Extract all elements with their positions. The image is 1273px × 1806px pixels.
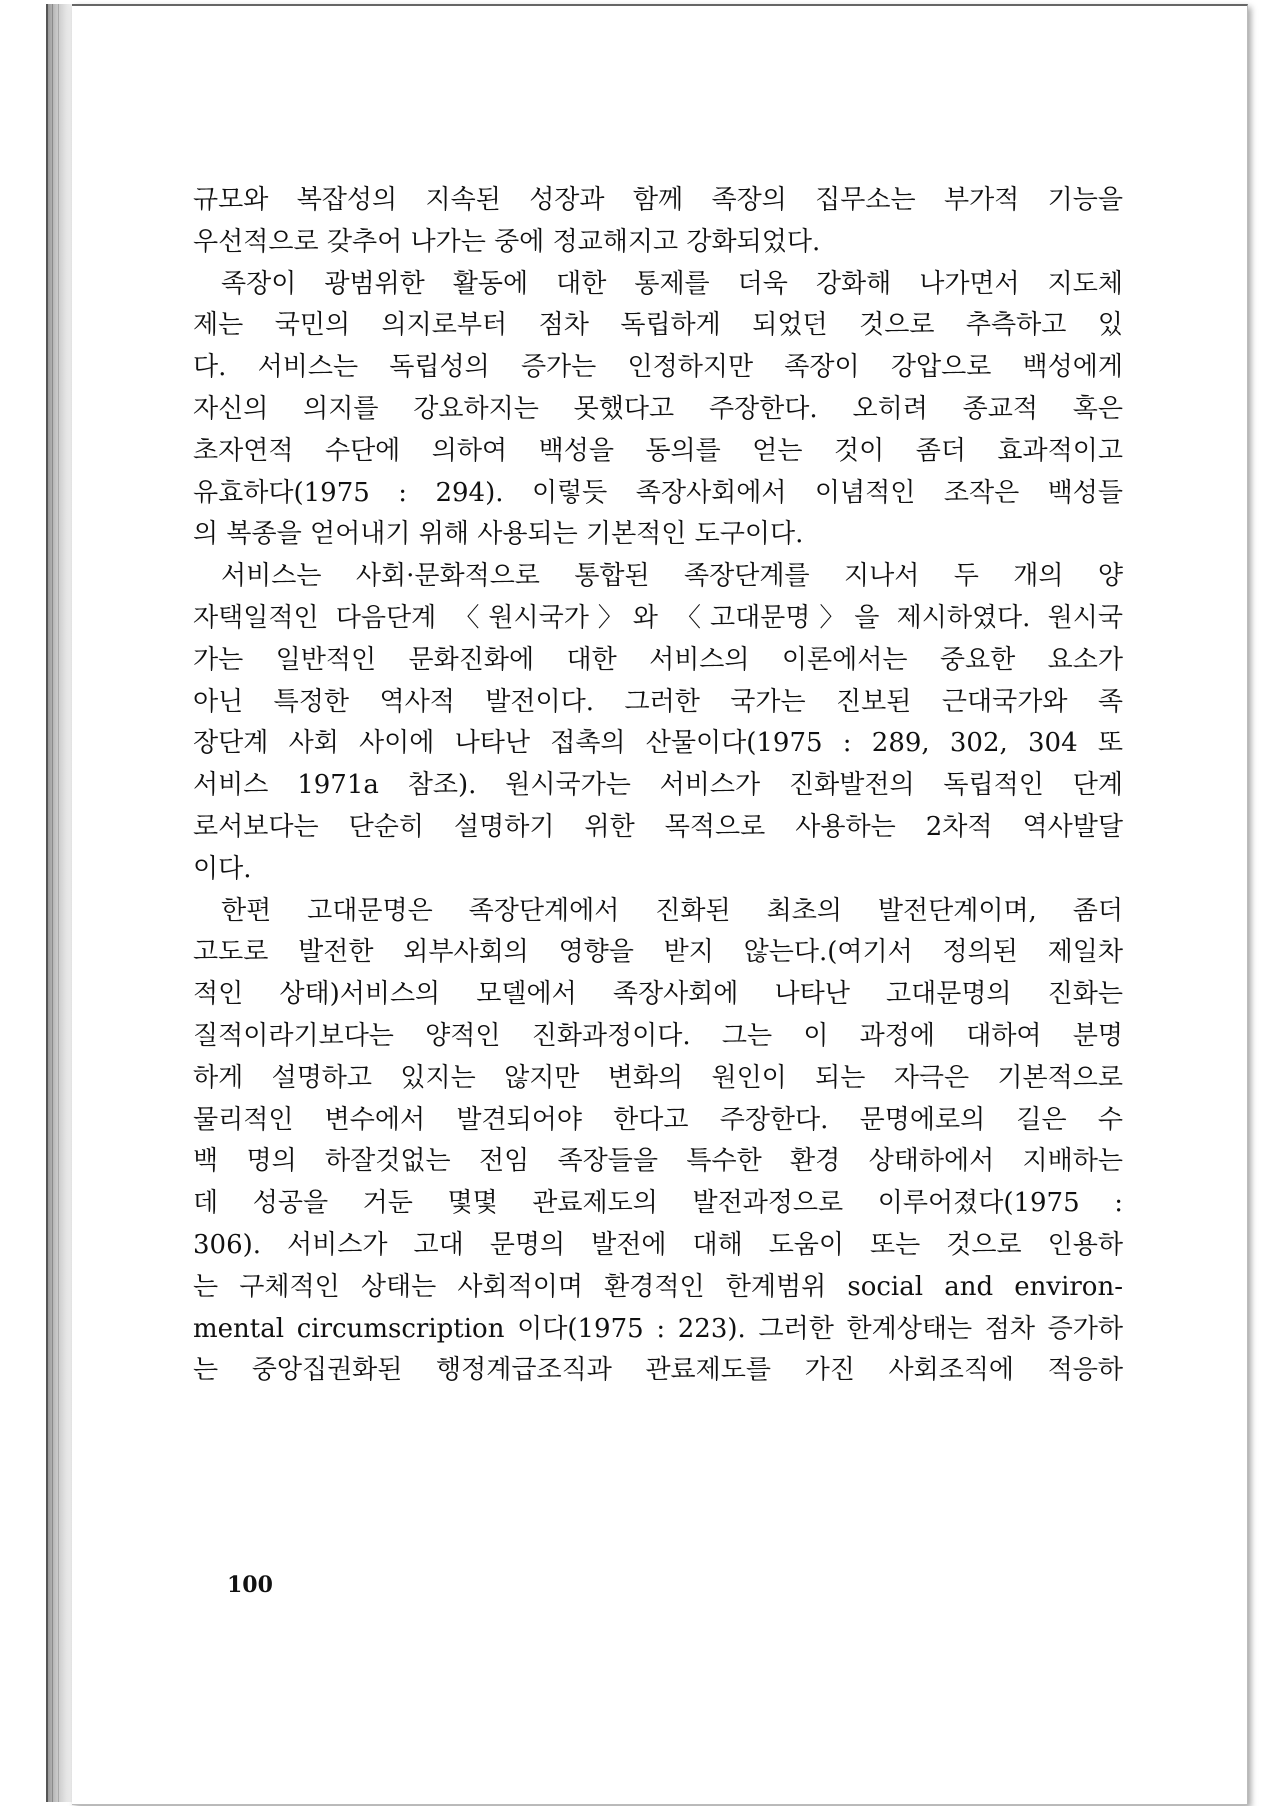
text-line: 자택일적인 다음단계 〈원시국가〉와 〈고대문명〉을 제시하였다. 원시국 — [193, 602, 1123, 633]
text-line: 질적이라기보다는 양적인 진화과정이다. 그는 이 과정에 대하여 분명 — [193, 1020, 1123, 1051]
text-line: 장단계 사회 사이에 나타난 접촉의 산물이다(1975 : 289, 302, 304 또 — [193, 728, 1123, 759]
text-line: 고도로 발전한 외부사회의 영향을 받지 않는다.(여기서 정의된 제일차 — [193, 937, 1123, 968]
text-line: 의 복종을 얻어내기 위해 사용되는 기본적인 도구이다. — [193, 519, 804, 550]
text-line: 306). 서비스가 고대 문명의 발전에 대해 도움이 또는 것으로 인용하 — [193, 1229, 1123, 1260]
text-line: 데 성공을 거둔 몇몇 관료제도의 발전과정으로 이루어졌다(1975 : — [193, 1188, 1123, 1219]
body-text — [193, 180, 1123, 1392]
page-stack-edge — [46, 4, 74, 1802]
page-number: 100 — [227, 1572, 273, 1598]
text-line: 유효하다(1975 : 294). 이렇듯 족장사회에서 이념적인 조작은 백성들 — [193, 477, 1123, 508]
text-line: 백 명의 하잘것없는 전임 족장들을 특수한 환경 상태하에서 지배하는 — [193, 1146, 1123, 1177]
text-line: 초자연적 수단에 의하여 백성을 동의를 얻는 것이 좀더 효과적이고 — [193, 435, 1123, 466]
text-line: 자신의 의지를 강요하지는 못했다고 주장한다. 오히려 종교적 혹은 — [193, 393, 1123, 424]
paragraph-start-line: 한편 고대문명은 족장단계에서 진화된 최초의 발전단계이며, 좀더 — [221, 895, 1123, 926]
text-line: 하게 설명하고 있지는 않지만 변화의 원인이 되는 자극은 기본적으로 — [193, 1062, 1123, 1093]
paragraph-start-line: 서비스는 사회·문화적으로 통합된 족장단계를 지나서 두 개의 양 — [221, 561, 1123, 592]
text-line: 로서보다는 단순히 설명하기 위한 목적으로 사용하는 2차적 역사발달 — [193, 811, 1123, 842]
text-line: 아닌 특정한 역사적 발전이다. 그러한 국가는 진보된 근대국가와 족 — [193, 686, 1123, 717]
text-line: mental circumscription 이다(1975 : 223). 그러한 한계상태는 점차 증가하 — [193, 1313, 1123, 1344]
text-line: 는 구체적인 상태는 사회적이며 환경적인 한계범위 social and environ- — [193, 1271, 1123, 1302]
text-line: 서비스 1971a 참조). 원시국가는 서비스가 진화발전의 독립적인 단계 — [193, 770, 1123, 801]
text-line: 제는 국민의 의지로부터 점차 독립하게 되었던 것으로 추측하고 있 — [193, 310, 1123, 341]
text-line: 우선적으로 갖추어 나가는 중에 정교해지고 강화되었다. — [193, 226, 821, 257]
text-line: 적인 상태)서비스의 모델에서 족장사회에 나타난 고대문명의 진화는 — [193, 979, 1123, 1010]
text-line: 다. 서비스는 독립성의 증가는 인정하지만 족장이 강압으로 백성에게 — [193, 352, 1123, 383]
text-line: 물리적인 변수에서 발견되어야 한다고 주장한다. 문명에로의 길은 수 — [193, 1104, 1123, 1135]
text-line: 이다. — [193, 853, 252, 884]
paragraph-start-line: 족장이 광범위한 활동에 대한 통제를 더욱 강화해 나가면서 지도체 — [221, 268, 1123, 299]
text-line: 는 중앙집권화된 행정계급조직과 관료제도를 가진 사회조직에 적응하 — [193, 1355, 1123, 1386]
text-line: 규모와 복잡성의 지속된 성장과 함께 족장의 집무소는 부가적 기능을 — [193, 185, 1123, 215]
text-line: 가는 일반적인 문화진화에 대한 서비스의 이론에서는 중요한 요소가 — [193, 644, 1123, 675]
